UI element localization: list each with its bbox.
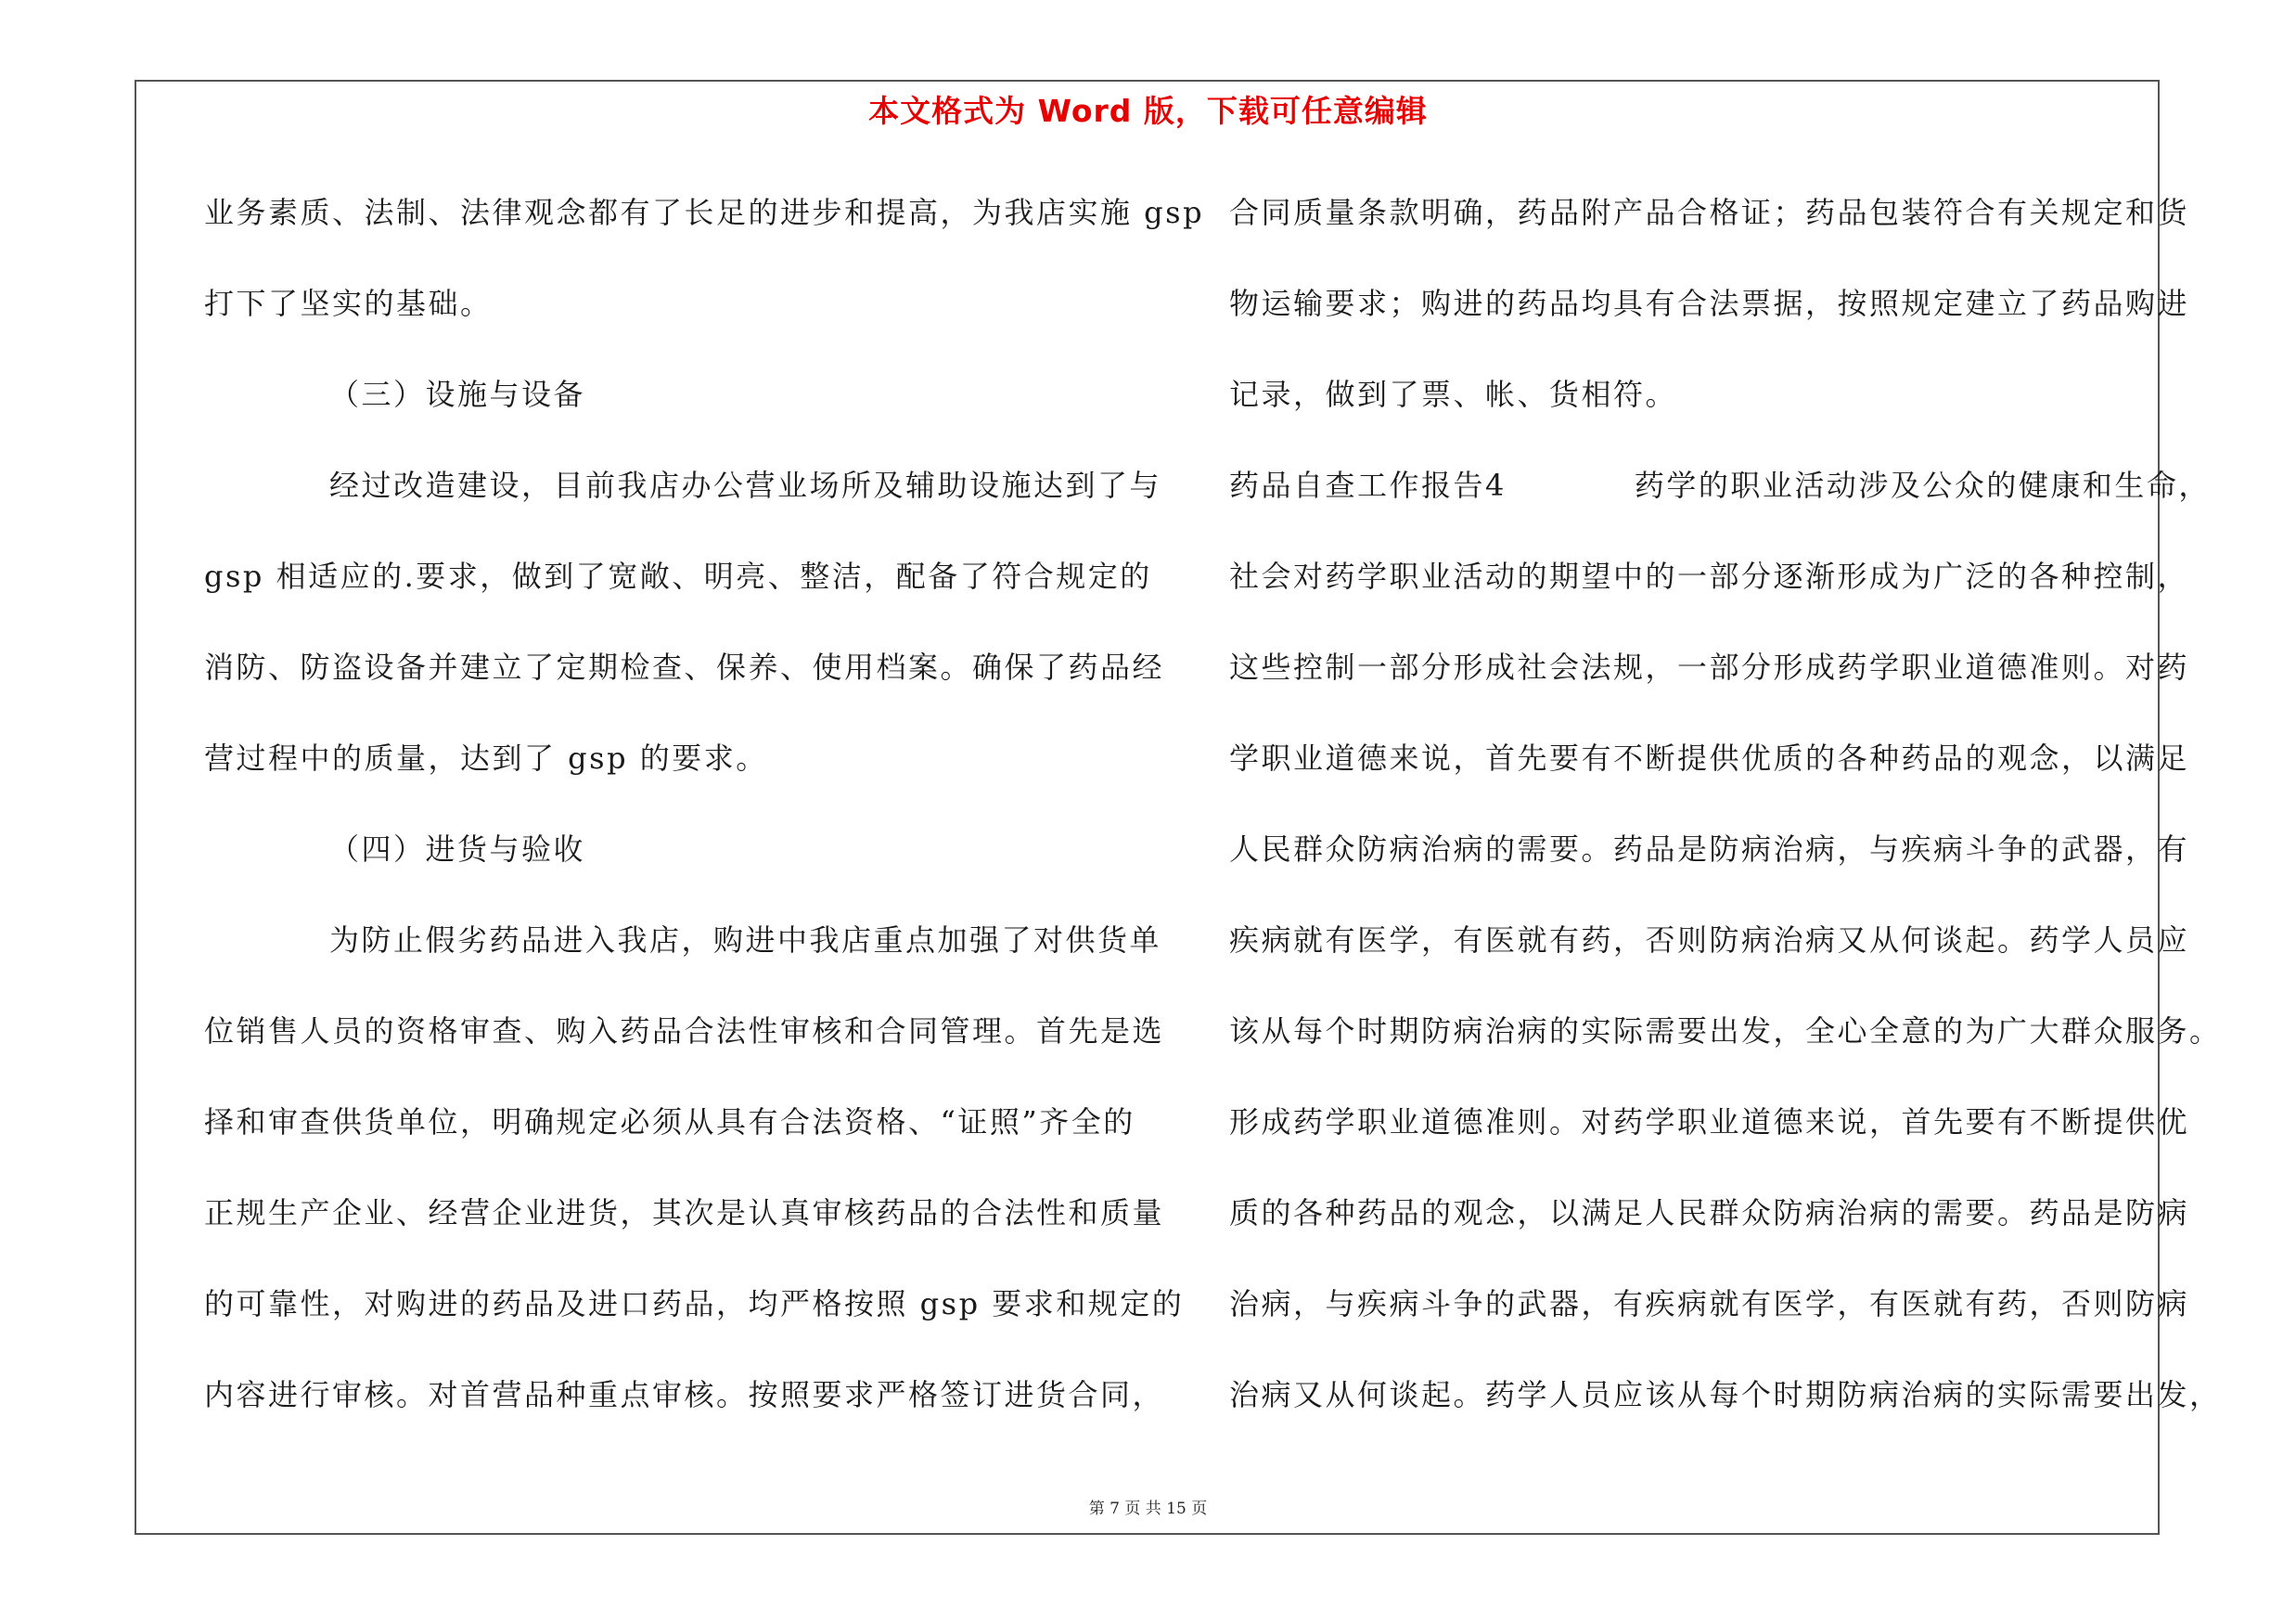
body-line: 合同质量条款明确，药品附产品合格证；药品包装符合有关规定和货 <box>1229 195 2190 230</box>
body-line: 的可靠性，对购进的药品及进口药品，均严格按照 gsp 要求和规定的 <box>204 1286 1185 1321</box>
body-line: 质的各种药品的观念，以满足人民群众防病治病的需要。药品是防病 <box>1229 1195 2190 1230</box>
body-line: 消防、防盗设备并建立了定期检查、保养、使用档案。确保了药品经 <box>204 650 1165 685</box>
body-line: 业务素质、法制、法律观念都有了长足的进步和提高，为我店实施 gsp <box>204 195 1205 230</box>
body-line: 营过程中的质量，达到了 gsp 的要求。 <box>204 741 768 776</box>
body-line: 择和审查供货单位，明确规定必须从具有合法资格、“证照”齐全的 <box>204 1104 1135 1140</box>
body-line: 形成药学职业道德准则。对药学职业道德来说，首先要有不断提供优 <box>1229 1104 2190 1140</box>
body-line: 该从每个时期防病治病的实际需要出发，全心全意的为广大群众服务。 <box>1229 1013 2222 1049</box>
body-line: 打下了坚实的基础。 <box>204 286 493 321</box>
body-line: 内容进行审核。对首营品种重点审核。按照要求严格签订进货合同， <box>204 1377 1165 1412</box>
body-line: 物运输要求；购进的药品均具有合法票据，按照规定建立了药品购进 <box>1229 286 2190 321</box>
body-line: 疾病就有医学，有医就有药，否则防病治病又从何谈起。药学人员应 <box>1229 922 2190 958</box>
body-line: 记录，做到了票、帐、货相符。 <box>1229 377 1678 412</box>
body-line: 这些控制一部分形成社会法规，一部分形成药学职业道德准则。对药 <box>1229 650 2190 685</box>
left-column <box>204 185 1205 1458</box>
body-line: 位销售人员的资格审查、购入药品合法性审核和合同管理。首先是选 <box>204 1013 1165 1049</box>
section-heading: （四）进货与验收 <box>329 831 586 867</box>
body-line: 人民群众防病治病的需要。药品是防病治病，与疾病斗争的武器，有 <box>1229 831 2190 867</box>
paragraph-start: 为防止假劣药品进入我店，购进中我店重点加强了对供货单 <box>329 922 1162 958</box>
body-line: 正规生产企业、经营企业进货，其次是认真审核药品的合法性和质量 <box>204 1195 1165 1230</box>
body-line: 社会对药学职业活动的期望中的一部分逐渐形成为广泛的各种控制， <box>1229 559 2190 594</box>
body-line: 学职业道德来说，首先要有不断提供优质的各种药品的观念，以满足 <box>1229 741 2190 776</box>
report-title-line: 药品自查工作报告4 药学的职业活动涉及公众的健康和生命， <box>1229 468 2211 503</box>
body-line: gsp 相适应的.要求，做到了宽敞、明亮、整洁，配备了符合规定的 <box>204 559 1152 594</box>
header-banner: 本文格式为 Word 版，下载可任意编辑 <box>868 93 1428 129</box>
body-line: 治病又从何谈起。药学人员应该从每个时期防病治病的实际需要出发， <box>1229 1377 2222 1412</box>
body-line: 治病，与疾病斗争的武器，有疾病就有医学，有医就有药，否则防病 <box>1229 1286 2190 1321</box>
right-column <box>1229 185 2222 1458</box>
section-heading: （三）设施与设备 <box>329 377 586 412</box>
paragraph-start: 经过改造建设，目前我店办公营业场所及辅助设施达到了与 <box>329 468 1162 503</box>
page-number: 第 7 页 共 15 页 <box>1088 1500 1208 1518</box>
